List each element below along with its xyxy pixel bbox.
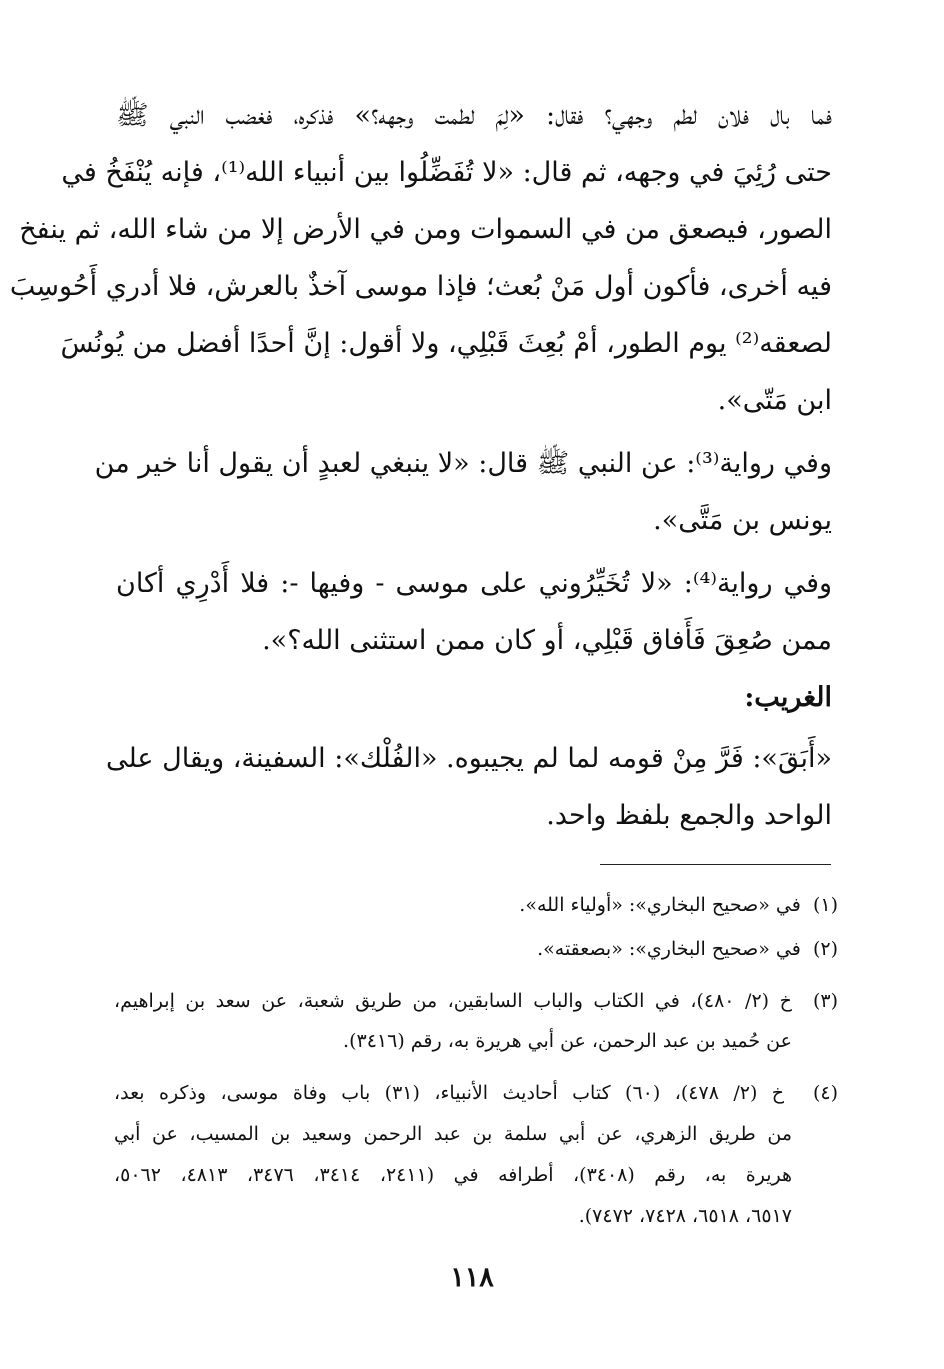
footnote-text: ٦٥١٧، ٦٥١٨، ٧٤٢٨، ٧٤٧٢). bbox=[578, 1205, 792, 1227]
footnote-text: من طريق الزهري، عن أبي سلمة بن عبد الرحمن وسعيد بن المسيب، عن أبي bbox=[114, 1123, 792, 1145]
section-heading: الغريب: bbox=[744, 682, 832, 713]
footnote-text: خ (٢/ ٤٨٠)، في الكتاب والباب السابقين، من طريق شعبة، عن سعد بن إبراهيم، bbox=[114, 990, 792, 1012]
footnote-text: عن حُميد بن عبد الرحمن، عن أبي هريرة به، رقم (٣٤١٦). bbox=[343, 1030, 792, 1052]
body-line: فيه أخرى، فأكون أول مَنْ بُعث؛ فإذا موسى آخذٌ بالعرش، فلا أدري أَحُوسِبَ bbox=[9, 271, 832, 302]
footnote-2 bbox=[114, 934, 838, 964]
footnote-4 bbox=[114, 1078, 838, 1108]
footnote-3 bbox=[114, 986, 838, 1016]
body-line: ابن مَتّى». bbox=[717, 385, 832, 416]
footnote-text: هريرة به، رقم (٣٤٠٨)، أطرافه في (٢٤١١، ٣٤١٤، ٣٤٧٦، ٤٨١٣، ٥٠٦٢، bbox=[114, 1164, 793, 1186]
body-line: «أَبَقَ»: فَرَّ مِنْ قومه لما لم يجيبوه. «الفُلْك»: السفينة، ويقال على bbox=[105, 743, 832, 774]
body-line: حتى رُئِيَ في وجهه، ثم قال: «لا تُفَضِّلُوا بين أنبياء الله⁽¹⁾، فإنه يُنْفَخُ في bbox=[61, 157, 832, 188]
footnote-text: خ (٢/ ٤٧٨)، (٦٠) كتاب أحاديث الأنبياء، (٣١) باب وفاة موسى، وذكره بعد، bbox=[114, 1082, 785, 1104]
footnote-1 bbox=[114, 890, 838, 920]
footnote-number: (١) bbox=[812, 894, 838, 916]
body-line: وفي رواية⁽³⁾: عن النبي ﷺ قال: «لا ينبغي لعبدٍ أن يقول أنا خير من bbox=[94, 448, 832, 479]
footnote-separator bbox=[600, 864, 831, 865]
footnote-number: (٣) bbox=[812, 990, 838, 1012]
body-line: لصعقه⁽²⁾ يوم الطور، أمْ بُعِثَ قَبْلِي، ولا أقول: إنَّ أحدًا أفضل من يُونُسَ bbox=[60, 328, 832, 359]
body-line: فما بال فلان لطم وجهي؟ فقال: «لِمَ لطمت وجهه؟» فذكره، فغضب النبي ﷺ bbox=[116, 100, 832, 131]
footnote-text: في «صحيح البخاري»: «أولياء الله». bbox=[519, 894, 801, 916]
body-line: ممن صُعِقَ فَأَفاق قَبْلِي، أو كان ممن استثنى الله؟». bbox=[262, 625, 832, 656]
body-line: وفي رواية⁽⁴⁾: «لا تُخَيِّرُوني على موسى - وفيها -: فلا أَدْرِي أكان bbox=[116, 568, 833, 599]
footnote-number: (٢) bbox=[812, 938, 838, 960]
footnote-number: (٤) bbox=[812, 1082, 838, 1104]
footnote-text: في «صحيح البخاري»: «بصعقته». bbox=[537, 938, 801, 960]
body-line: يونس بن مَتَّى». bbox=[653, 505, 832, 536]
body-line: الواحد والجمع بلفظ واحد. bbox=[546, 800, 832, 831]
body-line: الصور، فيصعق من في السموات ومن في الأرض إلا من شاء الله، ثم ينفخ bbox=[19, 214, 832, 245]
page-number: ١١٨ bbox=[450, 1262, 494, 1293]
